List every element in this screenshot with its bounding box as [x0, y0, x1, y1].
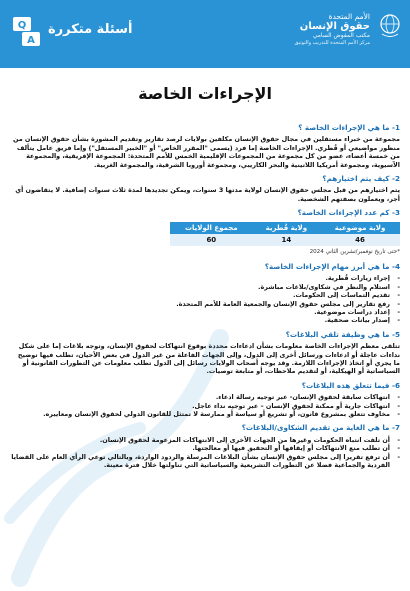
faq-icon	[12, 16, 42, 48]
background-hands-artwork	[0, 278, 240, 591]
logo-line-3: مكتب المفوض السامي	[312, 32, 370, 39]
answer-4-list	[10, 274, 400, 324]
answer-7-list	[10, 436, 400, 470]
list-item: - إصدار بيانات صحفية.	[10, 316, 400, 324]
header-banner	[0, 0, 410, 68]
list-item: - أن تطلب منع الانتهاكات أو إيقافها أو التحقيق فيها أو معالجتها.	[10, 444, 400, 452]
faq-badge	[12, 14, 152, 50]
question-5: 5- ما هي وظيفة تلقي البلاغات؟	[285, 329, 400, 339]
answer-6-list	[10, 393, 400, 418]
list-item: - إعداد دراسات موضوعية.	[10, 308, 400, 316]
table-header-country: ولاية قُطرية	[253, 222, 320, 234]
list-item: - رفع تقارير إلى مجلس حقوق الإنسان والجمعية العامة للأمم المتحدة.	[10, 300, 400, 308]
question-6: 6- فيما تتعلق هذه البلاغات؟	[301, 380, 400, 390]
page-title: الإجراءات الخاصة	[138, 84, 272, 103]
faq-label: أسئلة متكررة	[48, 22, 133, 37]
table-value-total: 60	[170, 234, 253, 246]
faq-icon-q: Q	[17, 20, 27, 31]
faq-icon-a: A	[27, 35, 35, 46]
table-value-thematic: 46	[320, 234, 400, 246]
table-footnote: *حتى تاريخ نوفمبر/تشرين الثاني 2024	[309, 249, 400, 256]
question-7: 7- ما هي الغاية من تقديم الشكاوى/البلاغات؟	[241, 423, 400, 433]
question-4: 4- ما هي أبرز مهام الإجراءات الخاصة؟	[264, 261, 400, 271]
un-emblem-icon	[378, 12, 402, 40]
answer-1: مجموعة من خبراء مستقلين في مجال حقوق الإنسان مكلفين بولايات لرصد تقارير وتقديم المشورة بشأن حقوق الإنسان من منظور مواضيعي أو قُطري. الإجراءات الخاصة إما فرد (يسمى "المقرر الخاص" أو "الخبير المستقل") وإما فريق عامل يتألف من خمسة أعضاء، عضو من كل مجموعة من المجموعات الإقليمية الخمس للأمم المتحدة: المجموعة الإفريقية، والمجموعة الآسيوية، ومجموعة أمريكيا اللاتينية والبحر الكاريبي، ومجموعة أوروبا الشرقية، والمجموعة الغربية.	[12, 135, 400, 169]
list-item: - أن تلفت انتباه الحكومات وغيرها من الجهات الأخرى إلى الانتهاكات المزعومة لحقوق الإنسان.	[10, 436, 400, 444]
list-item: - أن ترفع تقريرا إلى مجلس حقوق الإنسان بشأن البلاغات المرسلة والردود الواردة، وبالتالي توعي الرأي العام على القضايا الفردية والجماعية فضلا عن التطورات التشريعية والسياساتية التي تناولتها خلال فترة معينة.	[10, 453, 400, 470]
list-item: - مخاوف تتعلق بمشروع قانون، أو تشريع أو سياسة أو ممارسة لا تمتثل للقانون الدولي لحقوق الإنسان ومعاييره.	[10, 410, 400, 418]
un-human-rights-logo	[232, 8, 402, 54]
answer-5: تتلقى معظم الإجراءات الخاصة معلومات بشأن ادعاءات محددة بوقوع انتهاكات لحقوق الإنسان، وتوجه بلاغات إما على شكل نداءات عاجلة أو ادعاءات ورسائل أخرى إلى الدول، وإلى الجهات الفاعلة من غير الدول في بعض الأحيان، تطلب فيها توضيح ما يجري أو اتخاذ الإجراءات اللازمة. وقد يوجه أصحاب الولايات رسائل إلى الدول تطلب معلومات عن التطورات القانونية أو السياساتية أو الهيكلية، أو لتقديم ملاحظات، أو متابعة توصيات.	[17, 342, 400, 376]
mandates-table	[170, 222, 400, 247]
table-header-total: مجموع الولايات	[170, 222, 253, 234]
table-value-country: 14	[253, 234, 320, 246]
table-header-thematic: ولاية موضوعية	[320, 222, 400, 234]
logo-line-2: حقوق الإنسان	[299, 21, 370, 32]
list-item: - تقديم التماسات إلى الحكومات.	[10, 291, 400, 299]
question-2: 2- كيف يتم اختيارهم؟	[322, 174, 400, 184]
list-item: - استلام والنظر في شكاوى/بلاغات مباشرة.	[10, 283, 400, 291]
list-item: - انتهاكات جارية أو ممكنة لحقوق الإنسان – عبر توجيه نداء عاجل.	[10, 402, 400, 410]
logo-line-1: الأمم المتحدة	[328, 12, 370, 21]
list-item: - انتهاكات سابقة لحقوق الإنسان- عبر توجيه رسالة ادعاء.	[10, 393, 400, 401]
question-1: 1- ما هي الإجراءات الخاصة ؟	[298, 123, 400, 132]
logo-line-4: مركز الأمم المتحدة للتدريب والتوثيق	[294, 40, 370, 46]
question-3: 3- كم عدد الإجراءات الخاصة؟	[297, 208, 400, 218]
faq-content	[10, 118, 400, 469]
answer-2: يتم اختيارهم من قبل مجلس حقوق الإنسان لولاية مدتها 3 سنوات، ويمكن تجديدها لمدة ثلاث سنوات إضافية. لا يتقاضون أي أجر، ويعملون بصفتهم الشخصية.	[15, 186, 400, 203]
list-item: - إجراء زيارات قُطرية.	[10, 274, 400, 282]
